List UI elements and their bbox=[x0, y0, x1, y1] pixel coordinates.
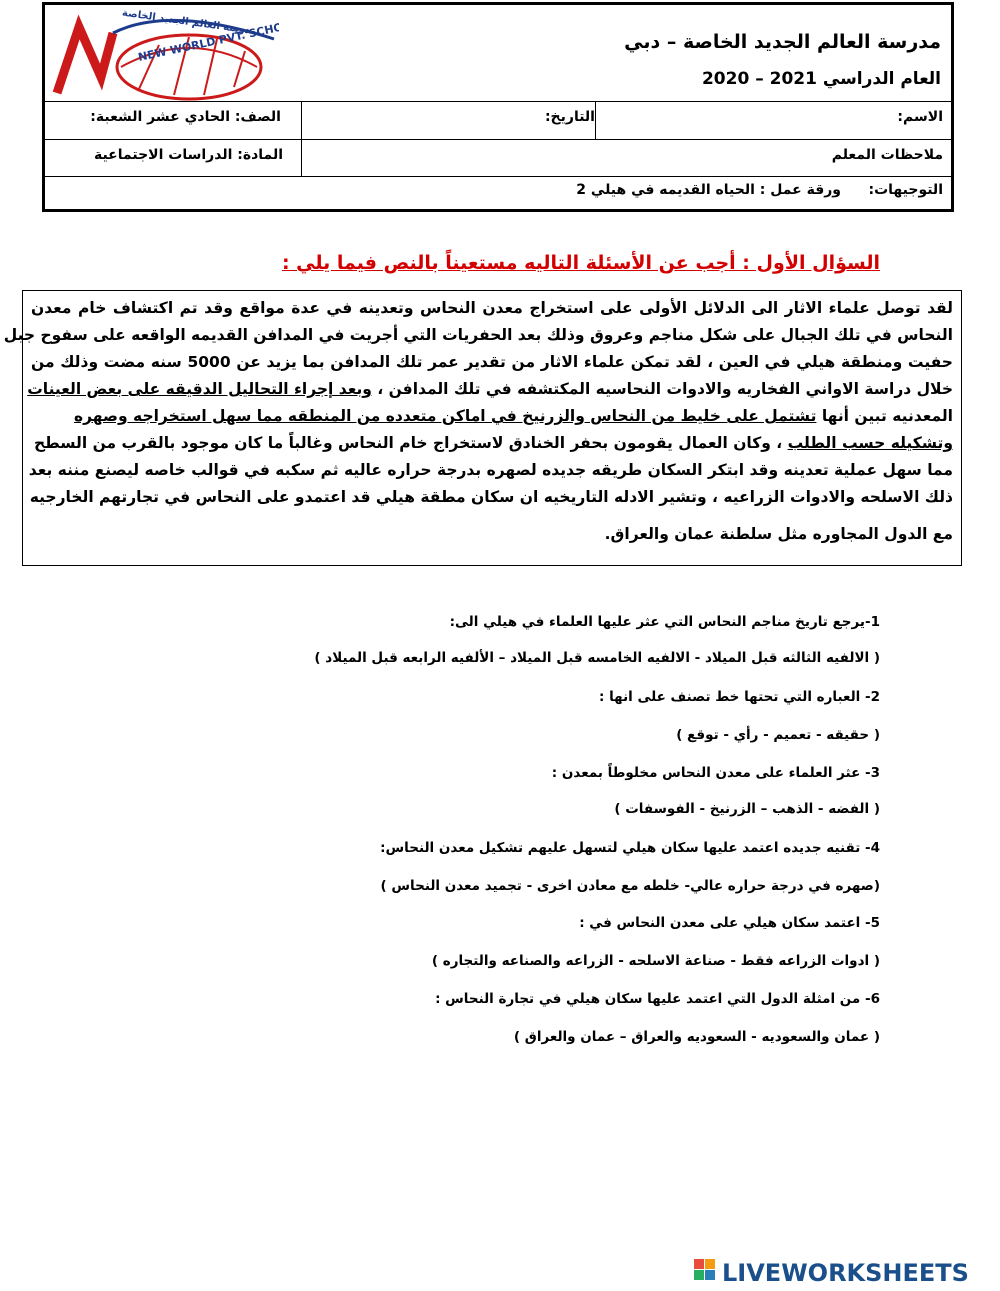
passage-line-5a: المعدنيه تبين أنها bbox=[821, 407, 953, 425]
question-1-options: ( الالفيه الثالثه قبل الميلاد - الالفيه الخامسه قبل الميلاد – الألفيه الرابعه قبل الميلاد ) bbox=[314, 650, 880, 666]
liveworksheets-logo bbox=[692, 1256, 992, 1286]
passage-line-6a: وتشكيله حسب الطلب bbox=[787, 434, 953, 452]
question-1: 1-يرجع تاريخ مناجم النحاس التي عثر عليها العلماء في هيلي الى: bbox=[449, 614, 880, 630]
question-3: 3- عثر العلماء على معدن النحاس مخلوطاً بمعدن : bbox=[551, 765, 880, 781]
question-6-options: ( عمان والسعوديه - السعوديه والعراق – عمان والعراق ) bbox=[513, 1029, 880, 1045]
school-name: مدرسة العالم الجديد الخاصة – دبي bbox=[624, 31, 941, 53]
passage-line-1: لقد توصل علماء الاثار الى الدلائل الأولى على استخراج معدن النحاس وتعدينه في عدة مواقع وقد تم اكتشاف خام معدن bbox=[31, 299, 953, 317]
school-logo bbox=[49, 9, 279, 101]
question-2-options: ( حقيقه - تعميم - رأي - توقع ) bbox=[676, 727, 880, 743]
passage-line-9: مع الدول المجاوره مثل سلطنة عمان والعراق. bbox=[604, 525, 953, 543]
question-4: 4- تقنيه جديده اعتمد عليها سكان هيلي لتسهل عليهم تشكيل معدن النحاس: bbox=[380, 840, 880, 856]
header-table bbox=[42, 2, 954, 212]
passage-line-4a: خلال دراسة الاواني الفخاريه والادوات النحاسيه المكتشفه في تلك المدافن ، bbox=[377, 380, 953, 398]
passage-line-6b: ، وكان العمال يقومون بحفر الخنادق لاستخراج خام النحاس وغالباً ما كان موجود بالقرب من السطح bbox=[34, 434, 788, 452]
passage-line-8: ذلك الاسلحه والادوات الزراعيه ، وتشير الادله التاريخيه ان سكان مطقة هيلي قد اعتمدو على النحاس في تجارتهم الخارجيه bbox=[29, 488, 953, 506]
passage-line-2: النحاس في تلك الجبال على شكل مناجم وعروق وذلك بعد الحفريات التي أجريت في المدافن القديمه الواقعه على سفوح جبل bbox=[3, 326, 953, 344]
underlined-statement: تشتمل على خليط من النحاس والزرنيخ في اماكن متعدده من المنطقه مما سهل استخراجه وصهره bbox=[74, 407, 817, 425]
directions-label: التوجيهات: bbox=[868, 182, 943, 198]
reading-passage bbox=[3, 290, 962, 566]
subject-label: المادة: الدراسات الاجتماعية bbox=[93, 147, 283, 163]
question-4-options: (صهره في درجة حراره عالي- خلطه مع معادن اخرى - تجميد معدن النحاس ) bbox=[380, 878, 880, 894]
logo-english-text: NEW WORLD PVT. SCHOOL bbox=[136, 17, 279, 64]
academic-year: العام الدراسي 2021 – 2020 bbox=[701, 69, 941, 89]
question-1-title: السؤال الأول : أجب عن الأسئلة التاليه مستعيناً بالنص فيما يلي : bbox=[281, 252, 880, 274]
brand-text: LIVEWORKSHEETS bbox=[722, 1259, 969, 1286]
passage-line-6 bbox=[31, 434, 953, 452]
passage-line-5 bbox=[31, 407, 953, 425]
question-6: 6- من امثلة الدول التي اعتمد عليها سكان هيلي في تجارة النحاس : bbox=[435, 991, 880, 1007]
question-5: 5- اعتمد سكان هيلي على معدن النحاس في : bbox=[579, 915, 880, 931]
question-3-options: ( الفضه - الذهب – الزرنيخ - الفوسفات ) bbox=[614, 801, 880, 817]
worksheet-title: ورقة عمل : الحياه القديمه في هيلي 2 bbox=[576, 182, 841, 198]
teacher-notes-label: ملاحظات المعلم bbox=[831, 147, 943, 163]
question-5-options: ( ادوات الزراعه فقط - صناعة الاسلحه - الزراعه والصناعه والتجاره ) bbox=[431, 953, 880, 969]
grade-label: الصف: الحادي عشر الشعبة: bbox=[90, 109, 281, 125]
name-label: الاسم: bbox=[897, 109, 943, 125]
passage-line-4b: وبعد إجراء التحاليل الدقيقه على بعض العينات bbox=[27, 380, 372, 398]
passage-line-7: مما سهل عملية تعدينه وقد ابتكر السكان طريقه جديده لصهره بدرجة حراره عاليه ثم سكبه في قوالب خاصه ليصنع مننه بعد bbox=[28, 461, 953, 479]
date-label: التاريخ: bbox=[544, 109, 595, 125]
passage-line-4 bbox=[27, 380, 953, 398]
question-2: 2- العباره التي تحتها خط تصنف على انها : bbox=[598, 689, 880, 705]
logo-arabic-text: مدرسة العالم الجديد الخاصة bbox=[121, 9, 258, 38]
passage-line-3: حفيت ومنطقة هيلي في العين ، لقد تمكن علماء الاثار من تقدير عمر تلك المدافن بما يزيد عن 5000 سنه مضت وذلك من bbox=[31, 353, 953, 371]
